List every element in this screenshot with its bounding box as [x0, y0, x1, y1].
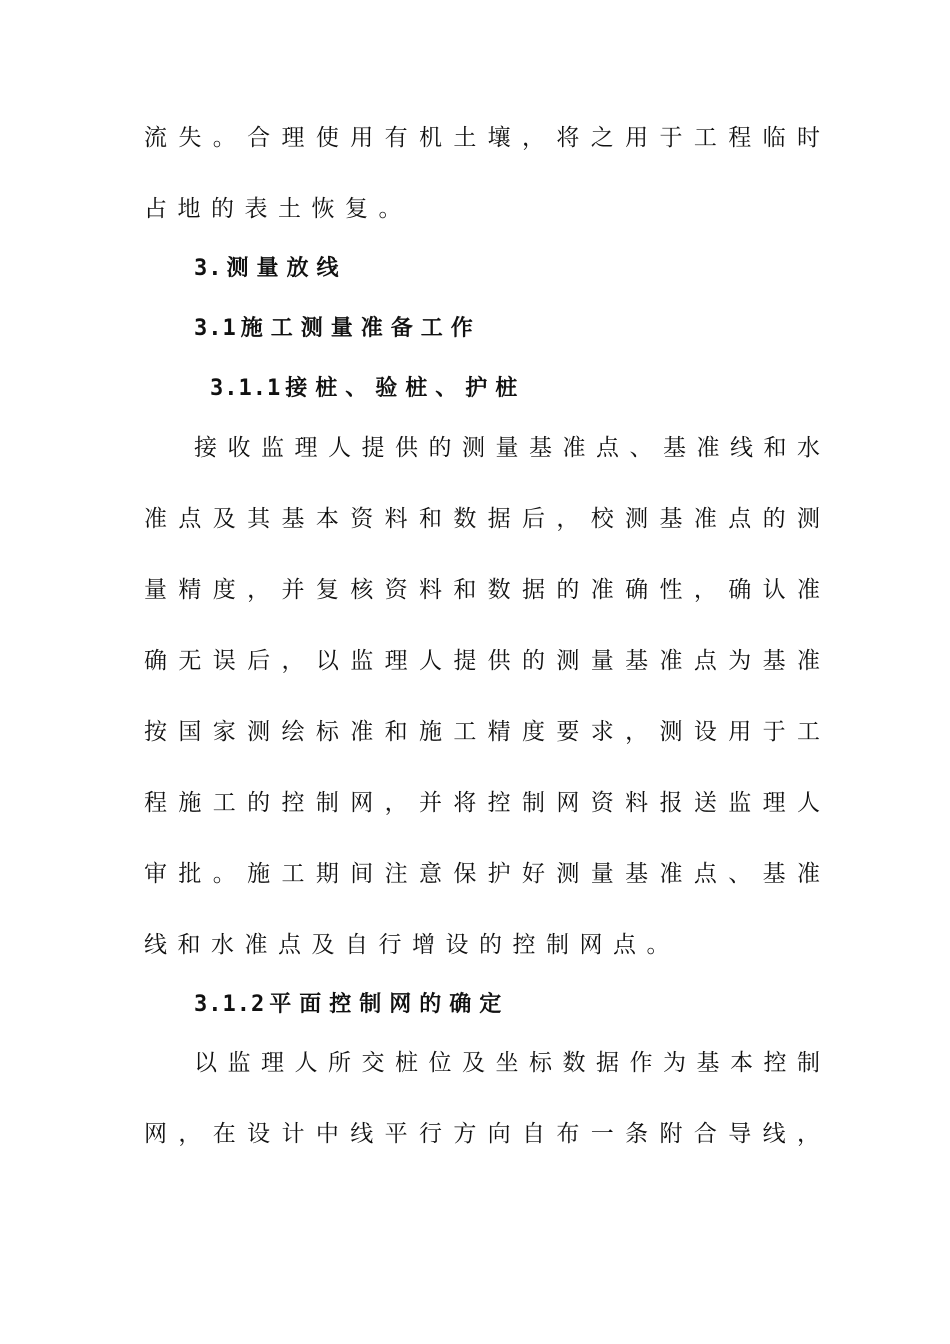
section-title: 测量放线 [226, 256, 347, 281]
section-number: 3. [194, 256, 223, 281]
paragraph-line: 按国家测绘标准和施工精度要求，测设用于工 [144, 719, 820, 745]
subsection-heading [194, 309, 481, 349]
paragraph-line: 量精度，并复核资料和数据的准确性，确认准 [144, 577, 820, 603]
paragraph-line: 审批。施工期间注意保护好测量基准点、基准 [144, 861, 820, 887]
subsection-title: 施工测量准备工作 [240, 316, 481, 341]
subsubsection-heading [194, 985, 509, 1025]
paragraph-line: 网，在设计中线平行方向自布一条附合导线， [144, 1121, 820, 1147]
subsubsection-heading [210, 369, 525, 409]
subsubsection-number: 3.1.2 [194, 992, 266, 1017]
paragraph-line: 确无误后，以监理人提供的测量基准点为基准 [144, 648, 820, 674]
paragraph-line: 准点及其基本资料和数据后，校测基准点的测 [144, 506, 820, 532]
subsubsection-title: 接桩、验桩、护桩 [285, 376, 526, 401]
paragraph-line: 接收监理人提供的测量基准点、基准线和水 [194, 435, 820, 461]
subsubsection-number: 3.1.1 [210, 376, 282, 401]
paragraph-line: 线和水准点及自行增设的控制网点。 [144, 932, 680, 958]
subsubsection-title: 平面控制网的确定 [269, 992, 510, 1017]
paragraph-line: 以监理人所交桩位及坐标数据作为基本控制 [194, 1050, 820, 1076]
paragraph-line: 流失。合理使用有机土壤，将之用于工程临时 [144, 125, 820, 151]
paragraph-line: 程施工的控制网，并将控制网资料报送监理人 [144, 790, 820, 816]
paragraph-line: 占地的表土恢复。 [144, 196, 412, 222]
section-heading [194, 249, 347, 289]
subsection-number: 3.1 [194, 316, 237, 341]
